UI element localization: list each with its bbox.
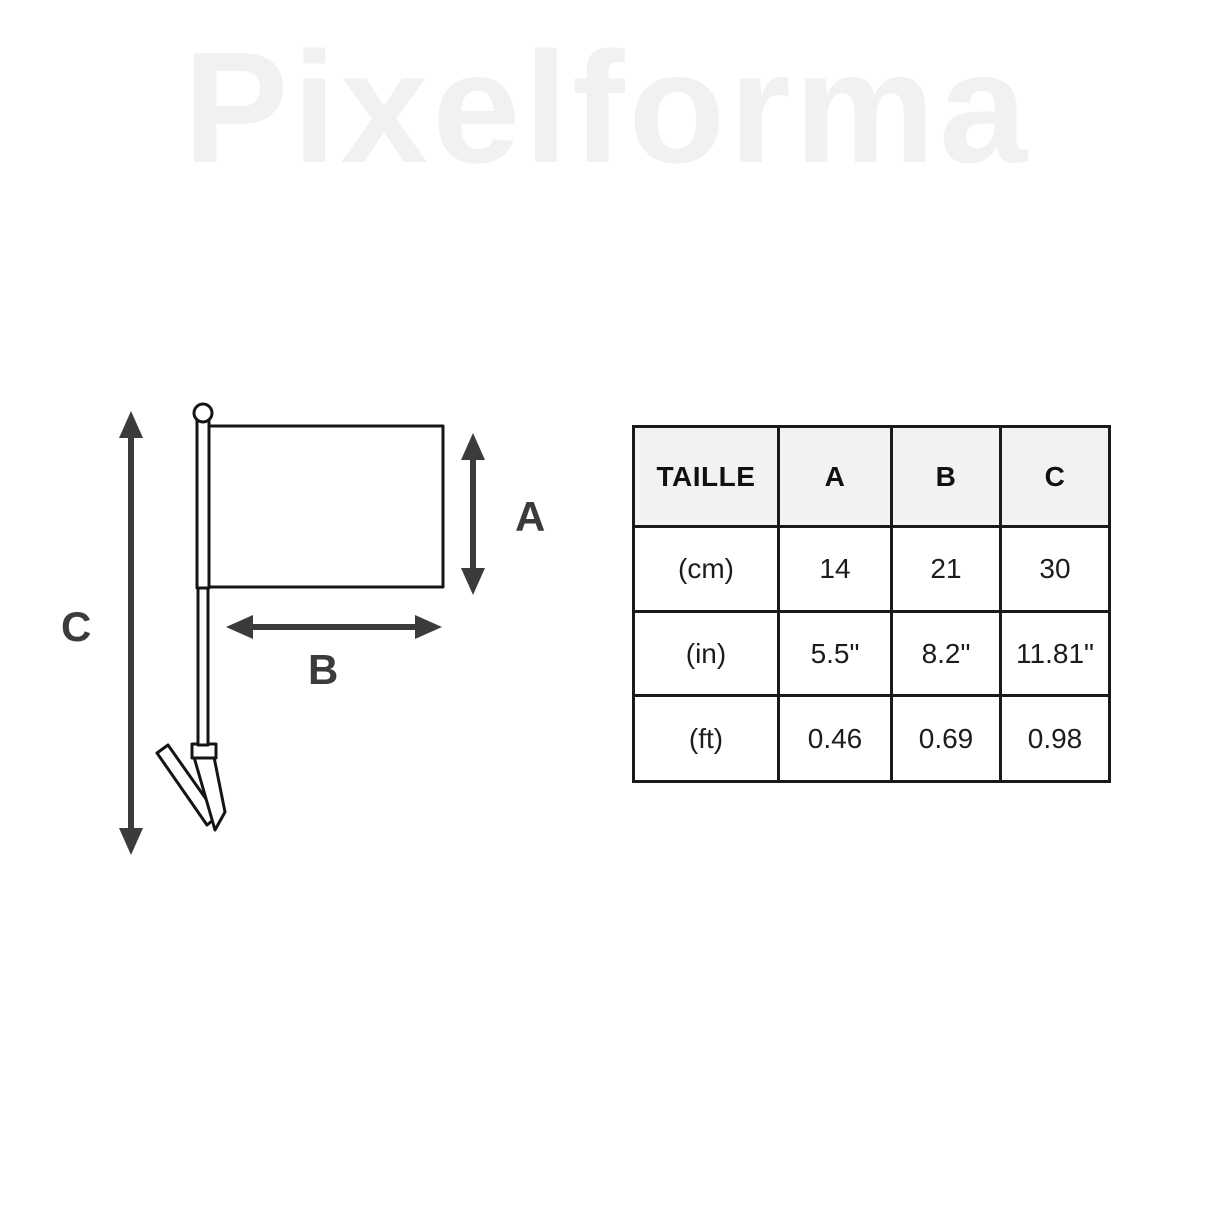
size-table xyxy=(632,425,1111,783)
value-cell-ft-b: 0.69 xyxy=(893,697,1002,780)
dim-label-a: A xyxy=(515,493,546,540)
dim-label-c: C xyxy=(61,603,92,650)
watermark-text: Pixelforma xyxy=(183,20,1031,196)
value-cell-ft-c: 0.98 xyxy=(1002,697,1108,780)
value-cell-ft-a: 0.46 xyxy=(780,697,893,780)
value-cell-cm-b: 21 xyxy=(893,528,1002,613)
header-cell-b: B xyxy=(893,428,1002,528)
pole-lower xyxy=(198,588,208,745)
value-cell-in-c: 11.81" xyxy=(1002,613,1108,697)
dim-arrow-a xyxy=(461,433,485,595)
pole-knob xyxy=(194,404,212,422)
header-cell-a: A xyxy=(780,428,893,528)
unit-cell-in: (in) xyxy=(635,613,780,697)
header-cell-taille: TAILLE xyxy=(635,428,780,528)
value-cell-cm-c: 30 xyxy=(1002,528,1108,613)
flag-shape xyxy=(209,426,443,587)
flag-art xyxy=(157,404,443,830)
unit-cell-cm: (cm) xyxy=(635,528,780,613)
pole-upper xyxy=(197,419,209,588)
value-cell-cm-a: 14 xyxy=(780,528,893,613)
dim-label-b: B xyxy=(308,646,339,693)
dim-arrow-b xyxy=(226,615,442,639)
dim-arrow-c xyxy=(119,411,143,855)
unit-cell-ft: (ft) xyxy=(635,697,780,780)
header-cell-c: C xyxy=(1002,428,1108,528)
value-cell-in-b: 8.2" xyxy=(893,613,1002,697)
value-cell-in-a: 5.5" xyxy=(780,613,893,697)
